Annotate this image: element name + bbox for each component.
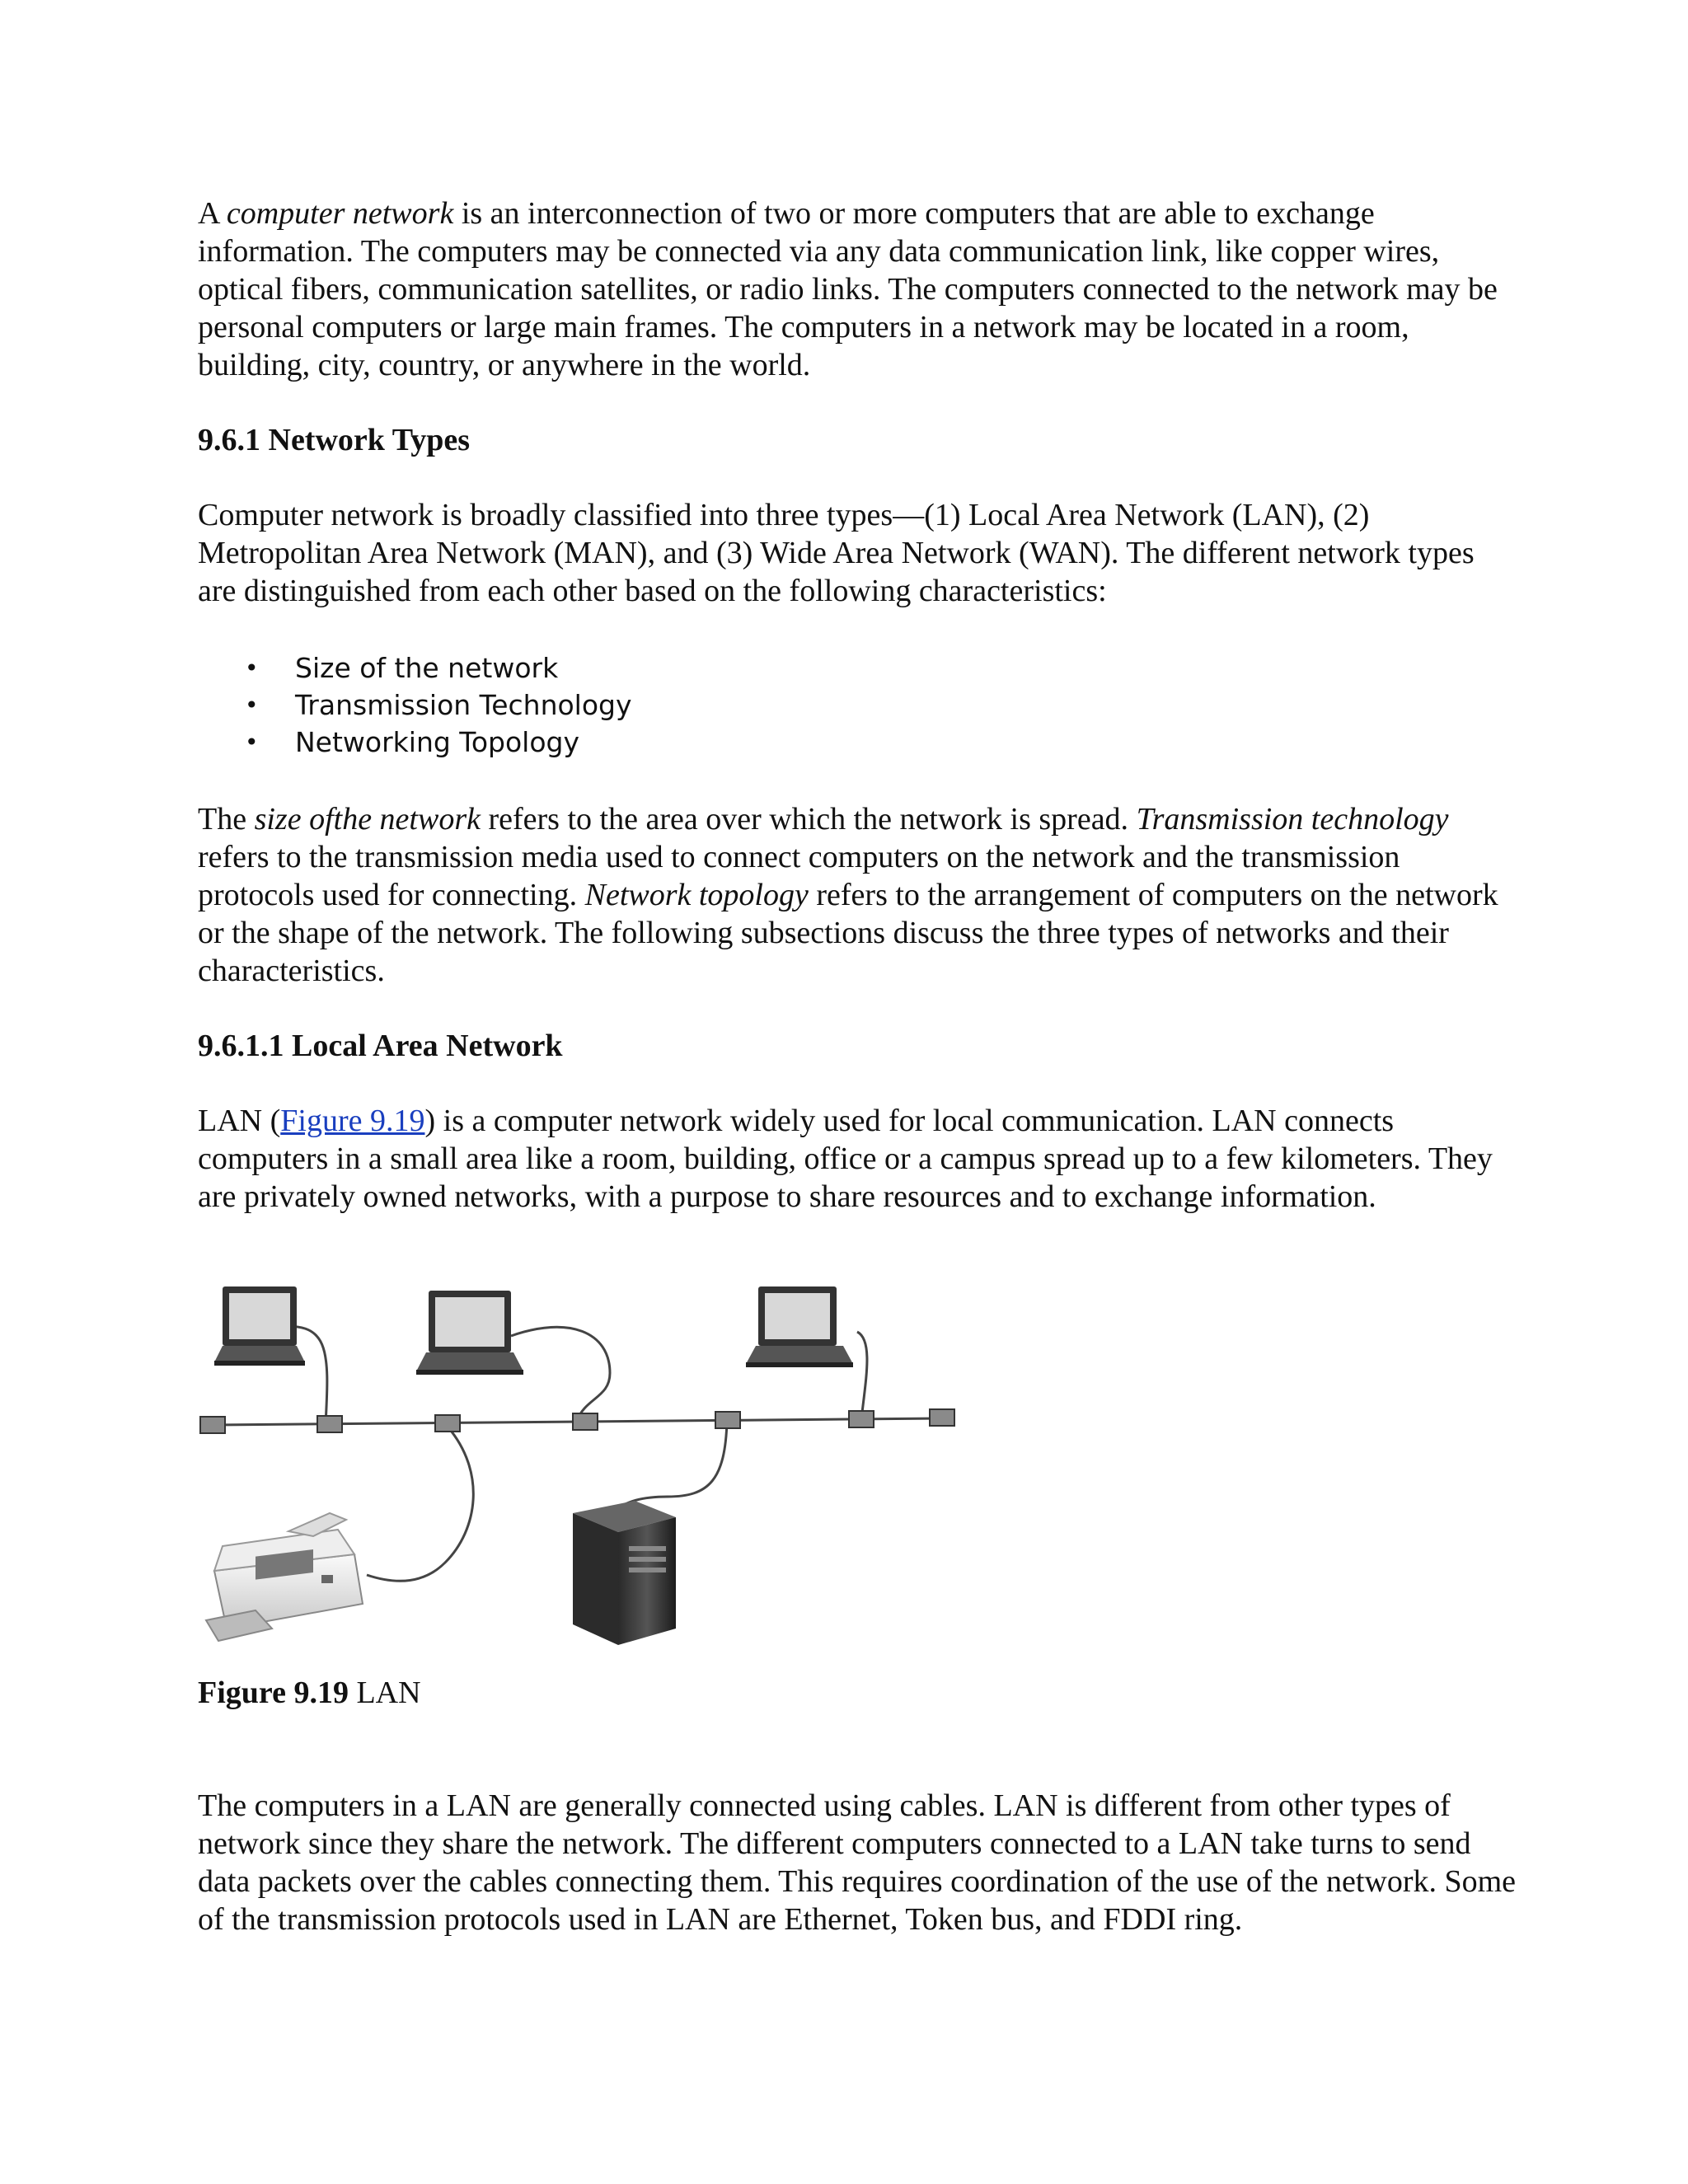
network-types-paragraph: Computer network is broadly classified into three types—(1) Local Area Network (LAN), (2) Metropolitan Area Network (MAN), and (3) Wide Area Network (WAN). The different network types are distinguished from each other based on the following characteristics: — [198, 498, 1475, 608]
intro-paragraph: A computer network is an interconnection of two or more computers that are able to exchange information. The computers may be connected via any data communication link, like copper wires, optical fibers, communication satellites, or radio links. The computers connected to the network may be personal computers or large main frames. The computers in a network may be located in a room, building, city, country, or anywhere in the world. — [198, 196, 1498, 382]
connector-node — [715, 1412, 740, 1428]
list-item: • Size of the network — [198, 649, 632, 687]
term-computer-network: computer network — [226, 196, 454, 231]
connector-node — [435, 1415, 460, 1432]
characteristics-list — [198, 649, 632, 761]
drop-cable — [610, 1421, 727, 1513]
figure-link[interactable]: Figure 9.19 — [280, 1104, 425, 1138]
definitions-paragraph: The size ofthe network refers to the area over which the network is spread. Transmission technology refers to the transmission media used to connect computers on the network and the transmission protocols used for connecting. Network topology refers to the arrangement of computers on the network or the shape of the network. The following subsections discuss the three types of networks and their characteristics. — [198, 802, 1498, 988]
term-topology: Network topology — [584, 878, 809, 912]
drop-cable — [857, 1332, 867, 1420]
connector-node — [930, 1409, 954, 1426]
connector-node — [317, 1416, 342, 1432]
laptop-icon — [746, 1286, 853, 1367]
term-size: size ofthe network — [254, 802, 481, 837]
lan-paragraph: LAN (Figure 9.19) is a computer network widely used for local communication. LAN connects computers in a small area like a room, building, office or a campus spread up to a few kilometers. They are privately owned networks, with a purpose to share resources and to exchange information. — [198, 1104, 1493, 1214]
bullet-icon: • — [245, 729, 259, 756]
printer-icon — [206, 1513, 363, 1641]
bullet-icon: • — [245, 691, 259, 719]
lan-figure — [198, 1282, 956, 1645]
list-item: • Networking Topology — [198, 724, 632, 761]
drop-cable — [367, 1427, 473, 1581]
laptop-icon — [416, 1291, 523, 1375]
bullet-icon: • — [245, 654, 259, 682]
list-item: • Transmission Technology — [198, 687, 632, 724]
connector-node — [849, 1411, 874, 1427]
server-tower-icon — [573, 1501, 676, 1645]
term-transmission: Transmission technology — [1136, 802, 1449, 837]
drop-cable — [511, 1327, 610, 1421]
connector-node — [200, 1417, 225, 1433]
connector-nodes — [200, 1409, 954, 1433]
subsection-heading: 9.6.1.1 Local Area Network — [198, 1029, 563, 1063]
section-heading: 9.6.1 Network Types — [198, 423, 471, 457]
figure-caption-label: Figure 9.19 — [198, 1675, 349, 1710]
connector-node — [573, 1413, 598, 1430]
figure-caption: Figure 9.19 LAN — [198, 1675, 421, 1710]
closing-paragraph: The computers in a LAN are generally connected using cables. LAN is different from other types of network since they share the network. The different computers connected to a LAN take turns to send data packets over the cables connecting them. This requires coordination of the use of the network. Some of the transmission protocols used in LAN are Ethernet, Token bus, and FDDI ring. — [198, 1788, 1517, 1937]
laptop-icon — [214, 1286, 305, 1366]
